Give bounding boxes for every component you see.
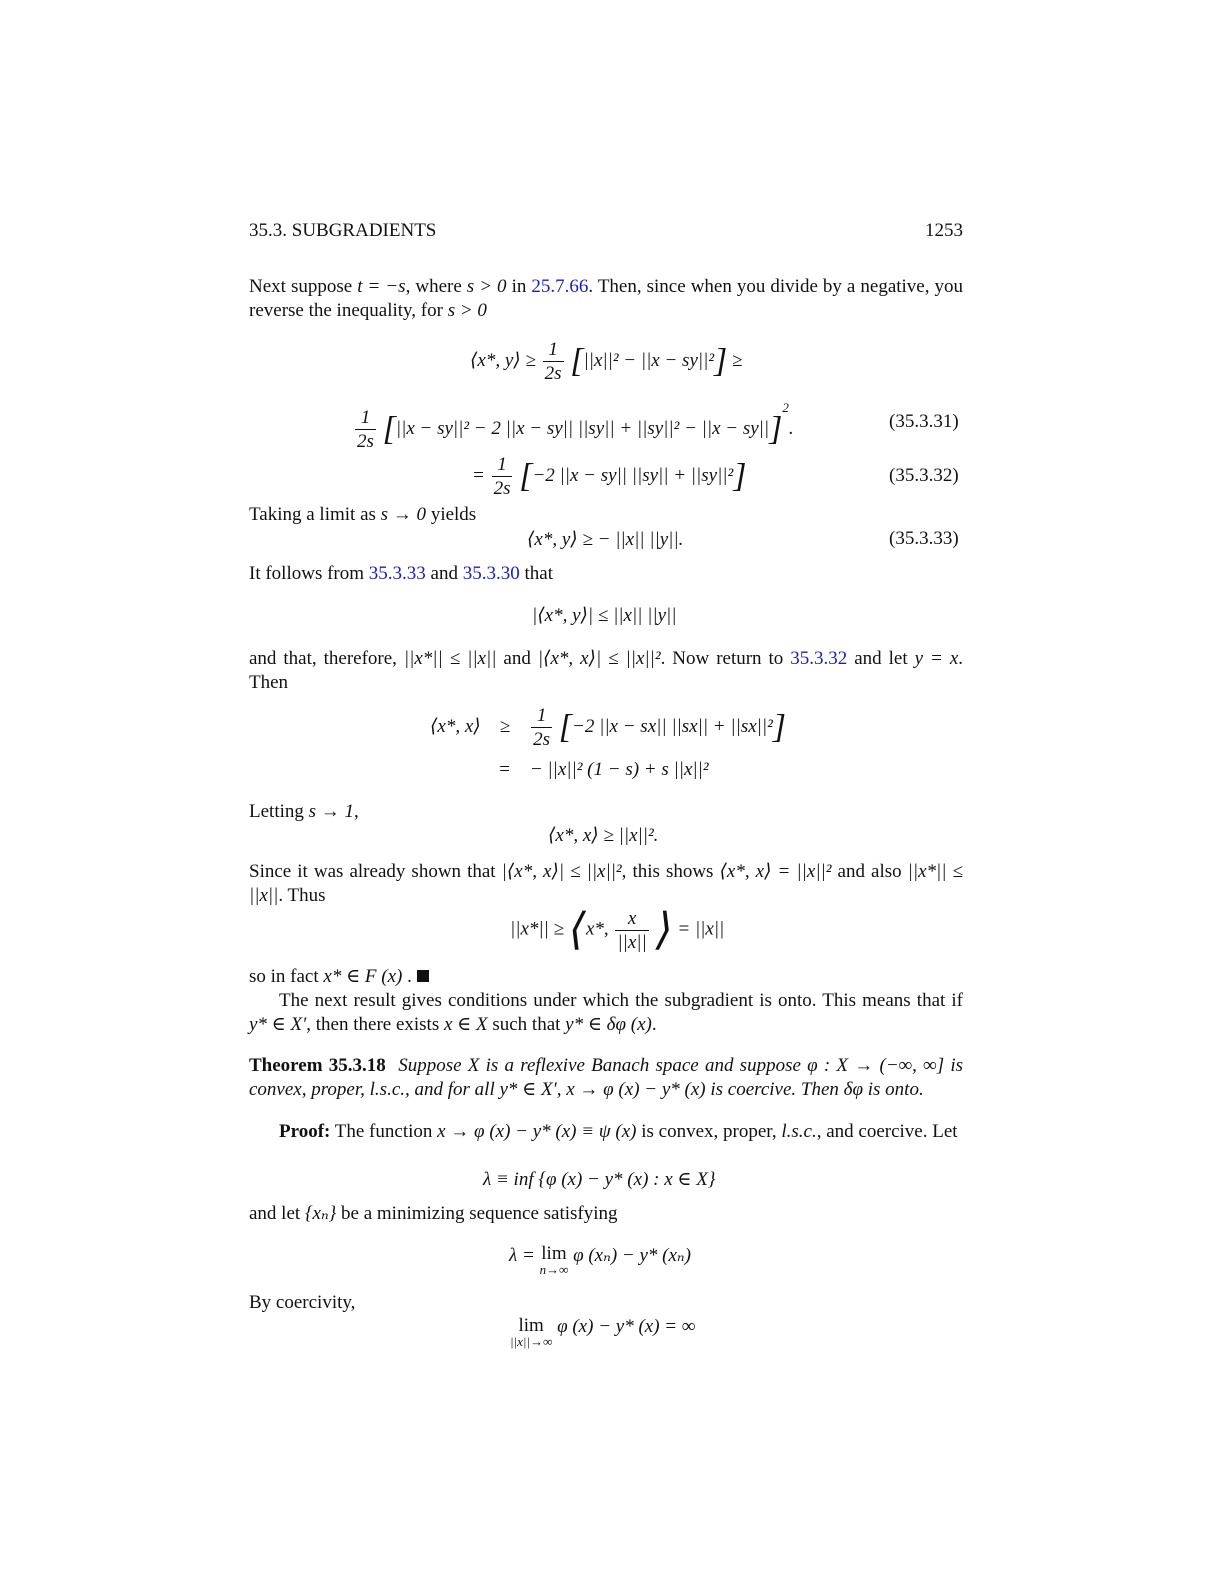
running-head: 35.3. SUBGRADIENTS [249,220,437,241]
qed-square-icon [417,970,429,982]
paragraph-5: Letting s → 1, [249,801,359,822]
equation-letting: ⟨x*, x⟩ ≥ ||x||². [548,825,659,846]
paragraph-2: Taking a limit as s → 0 yields [249,504,477,525]
equation-thus: ||x*|| ≥ ⟨x*, $\frac{x}{||x||}$ ⟩ = ||x|| [510,905,725,954]
equation-array-row-1: ⟨x*, x⟩ ≥ $\frac{1}{2s}$ [−2 ||x − sx|| ||sx|| + ||sx||²] [430,705,787,750]
equation-inequality-1: ⟨x*, y⟩ ≥ $\frac{1}{2s}$ [||x||² − ||x − sy||²] ≥ [470,339,743,384]
proof-paragraph: Proof: The function x → φ (x) − y* (x) ≡ ψ (x) is convex, proper, l.s.c., and coercive. Let [279,1121,958,1142]
paragraph-4: and that, therefore, ||x*|| ≤ ||x|| and |⟨x*, x⟩| ≤ ||x||². Now return to 35.3.32 and let y = x. Then [249,648,964,693]
equation-minimizing-limit: λ = lim n→∞ φ (xₙ) − y* (xₙ) [509,1243,691,1277]
paragraph-6: Since it was already shown that |⟨x*, x⟩| ≤ ||x||², this shows ⟨x*, x⟩ = ||x||² and also ||x*|| ≤ ||x||. Thus [249,861,963,906]
ref-link-35-3-30[interactable]: 35.3.30 [462,563,520,584]
paragraph-10: By coercivity, [249,1292,356,1313]
paragraph-3: It follows from 35.3.33 and 35.3.30 that [249,563,553,584]
equation-35-3-31: $\frac{1}{2s}$ [||x − sy||² − 2 ||x − sy|| ||sy|| + ||sy||² − ||x − sy||]$^2$. [357,400,794,453]
equation-35-3-33: ⟨x*, y⟩ ≥ − ||x|| ||y||. [527,529,684,550]
equation-label-33: (35.3.33) [889,528,959,549]
ref-link-35-3-32[interactable]: 35.3.32 [790,648,848,669]
equation-abs-bound: |⟨x*, y⟩| ≤ ||x|| ||y|| [532,605,677,626]
equation-lambda-def: λ ≡ inf {φ (x) − y* (x) : x ∈ X} [483,1169,716,1190]
equation-array-row-2: = − ||x||² (1 − s) + s ||x||² [498,759,709,780]
paragraph-1: Next suppose t = −s, where s > 0 in 25.7.66. Then, since when you divide by a negative, you reverse the inequality, for s > 0 [249,276,964,321]
theorem-35-3-18 [249,1054,963,1102]
equation-35-3-32: = $\frac{1}{2s}$ [−2 ||x − sy|| ||sy|| + ||sy||²] [472,454,747,499]
paragraph-9: and let {xₙ} be a minimizing sequence satisfying [249,1203,618,1224]
proof-label: Proof: [279,1121,331,1142]
ref-link-35-3-33[interactable]: 35.3.33 [368,563,426,584]
theorem-body: Suppose X is a reflexive Banach space and suppose φ : X → (−∞, ∞] is convex, proper, l.s.c., and for all y* ∈ X′, x → φ (x) − y* (x) is coercive. Then δφ is onto. [249,1055,964,1100]
page-header [249,220,963,242]
page-number: 1253 [925,220,963,241]
equation-label-31: (35.3.31) [889,411,959,432]
equation-coercivity-limit: lim ||x||→∞ φ (x) − y* (x) = ∞ [510,1315,696,1349]
equation-label-32: (35.3.32) [889,465,959,486]
ref-link-25-7-66[interactable]: 25.7.66 [531,276,589,297]
paragraph-8: The next result gives conditions under which the subgradient is onto. This means that if y* ∈ X′, then there exists x ∈ X such that y* ∈ δφ (x). [249,990,963,1035]
paragraph-7: so in fact x* ∈ F (x) . [249,965,963,989]
theorem-label: Theorem 35.3.18 [249,1055,386,1076]
